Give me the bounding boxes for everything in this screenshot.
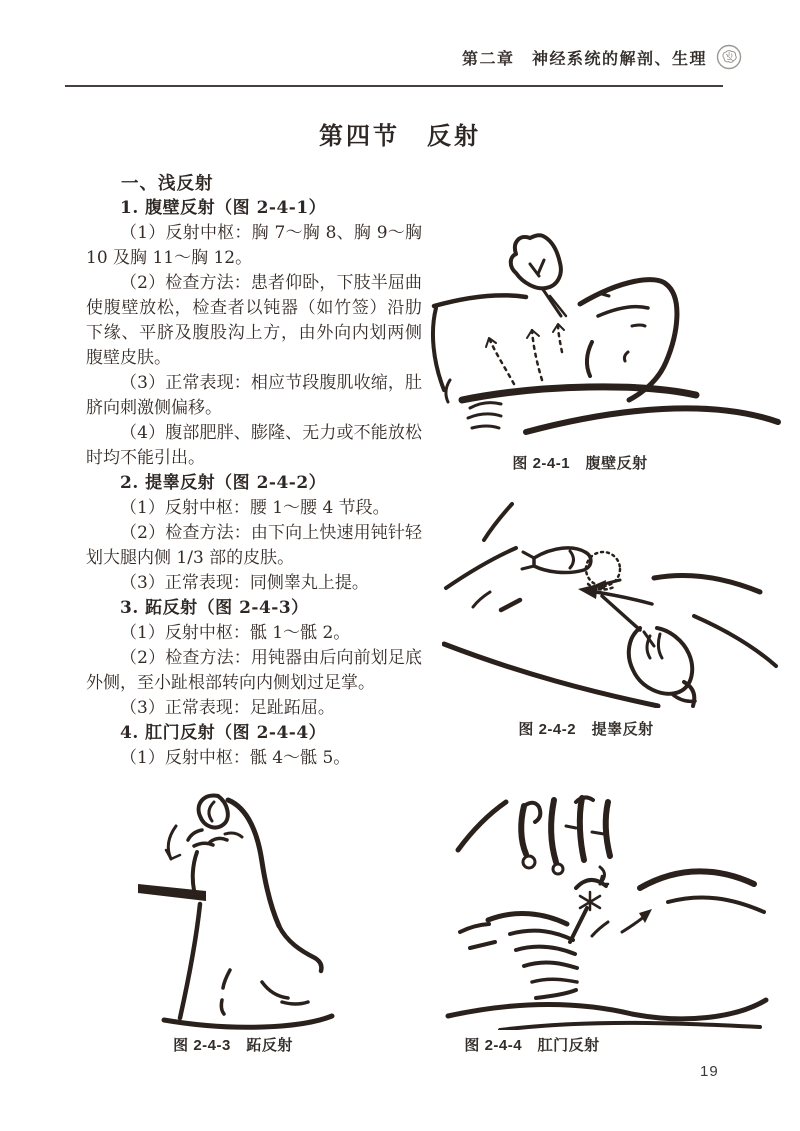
plantar-reflex-illustration [130, 790, 410, 1030]
abdominal-wall-reflex-illustration [430, 232, 782, 446]
paragraph: （3）正常表现：相应节段腹肌收缩，肚脐向刺激侧偏移。 [86, 373, 422, 418]
chapter-title: 第二章 神经系统的解剖、生理 [461, 50, 707, 68]
figure-cremasteric-reflex [442, 496, 780, 708]
paragraph: （2）检查方法：用钝器由后向前划足底外侧，至小趾根部转向内侧划过足掌。 [86, 648, 422, 693]
subheading-plantar-reflex: 3. 跖反射（图 2-4-3） [120, 598, 309, 618]
paragraph: （2）检查方法：由下向上快速用钝针轻划大腿内侧 1/3 部的皮肤。 [86, 523, 422, 568]
page-number: 19 [700, 1063, 719, 1080]
section-heading: 一、浅反射 [121, 173, 214, 193]
body-text-column [86, 171, 422, 771]
paragraph: （1）反射中枢：腰 1～腰 4 节段。 [120, 498, 390, 518]
anal-reflex-illustration [440, 792, 770, 1030]
figure-caption: 图 2-4-3 跖反射 [173, 1037, 293, 1054]
figure-caption: 图 2-4-4 肛门反射 [464, 1037, 600, 1054]
subheading-anal-reflex: 4. 肛门反射（图 2-4-4） [120, 723, 327, 743]
paragraph: （4）腹部肥胖、膨隆、无力或不能放松时均不能引出。 [86, 423, 422, 468]
paragraph: （1）反射中枢：骶 1～骶 2。 [120, 623, 351, 643]
brain-icon [716, 44, 742, 70]
paragraph: （3）正常表现：同侧睾丸上提。 [120, 573, 369, 593]
figure-caption: 图 2-4-2 提睾反射 [518, 721, 654, 738]
page-title: 第四节 反射 [319, 123, 481, 150]
header-divider [65, 85, 723, 87]
figure-abdominal-wall-reflex [430, 232, 782, 446]
paragraph: （1）反射中枢：胸 7～胸 8、胸 9～胸 10 及胸 11～胸 12。 [86, 223, 422, 268]
running-header [462, 44, 742, 70]
cremasteric-reflex-illustration [442, 496, 780, 708]
paragraph: （1）反射中枢：骶 4～骶 5。 [120, 748, 351, 768]
subheading-abdominal-reflex: 1. 腹壁反射（图 2-4-1） [120, 198, 327, 218]
figure-anal-reflex [440, 792, 770, 1030]
paragraph: （2）检查方法：患者仰卧，下肢半屈曲使腹壁放松，检查者以钝器（如竹签）沿肋下缘、平脐及腹股沟上方，由外向内划两侧腹壁皮肤。 [86, 273, 422, 368]
paragraph: （3）正常表现：足趾跖屈。 [120, 698, 335, 718]
figure-caption: 图 2-4-1 腹壁反射 [512, 455, 648, 472]
figure-plantar-reflex [130, 790, 410, 1030]
subheading-cremasteric-reflex: 2. 提睾反射（图 2-4-2） [120, 473, 327, 493]
